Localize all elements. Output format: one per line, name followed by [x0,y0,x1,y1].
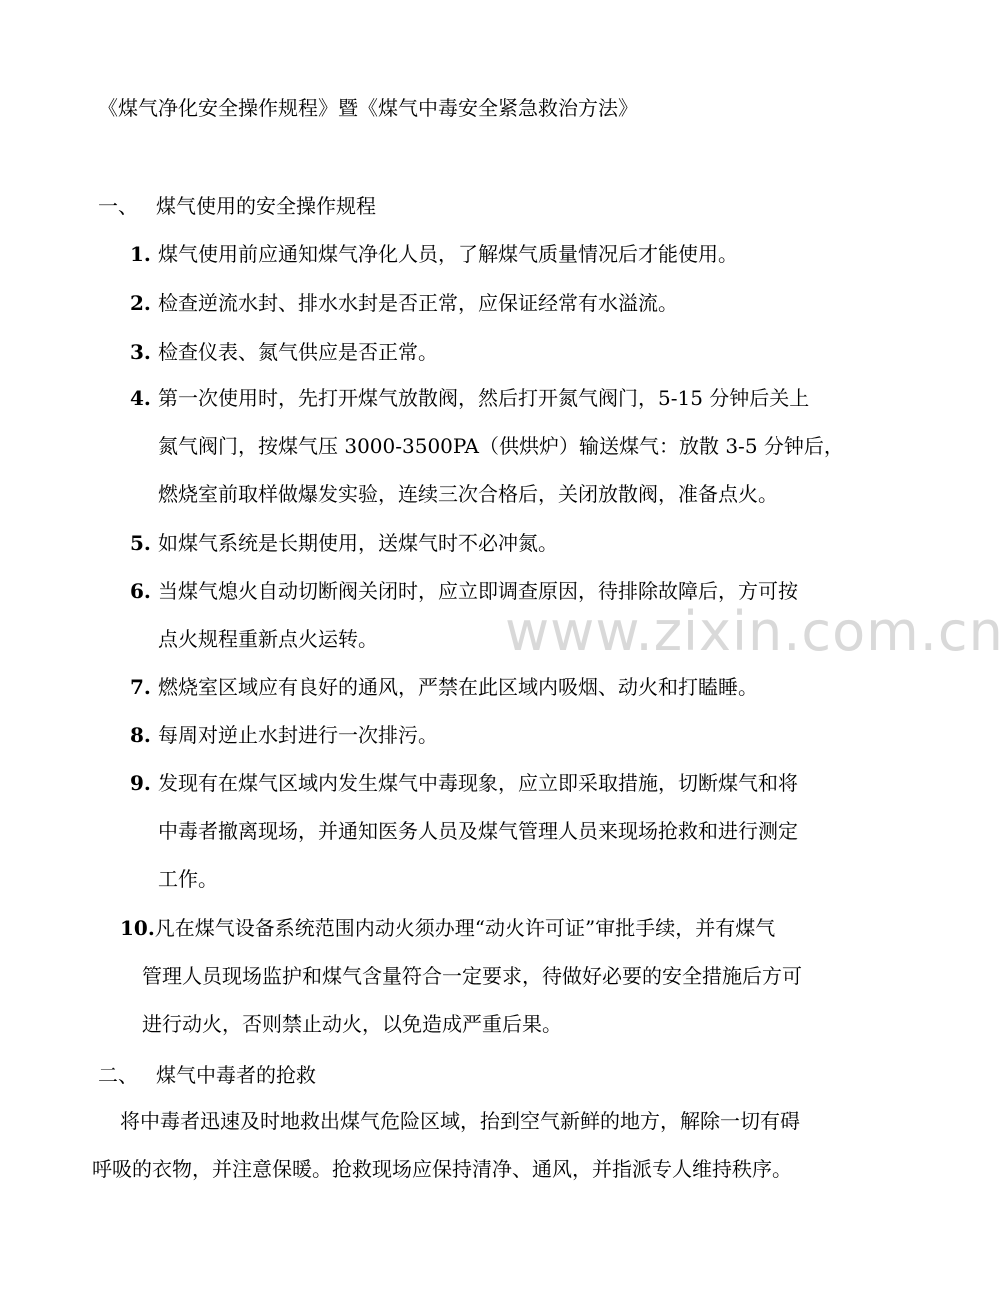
item-text-line: 第一次使用时，先打开煤气放散阀，然后打开氮气阀门，5-15 分钟后关上 [158,386,810,410]
item-text-line: 中毒者撤离现场，并通知医务人员及煤气管理人员来现场抢救和进行测定 [158,819,798,843]
item-number: 8. [130,723,151,747]
item-text-line: 点火规程重新点火运转。 [158,627,378,651]
item-text-line: 燃烧室区域应有良好的通风，严禁在此区域内吸烟、动火和打瞌睡。 [158,675,758,699]
list-item-9 [130,759,855,903]
item-number: 5. [130,531,151,555]
item-text-line: 燃烧室前取样做爆发实验，连续三次合格后，关闭放散阀，准备点火。 [158,482,778,506]
item-text-line: 每周对逆止水封进行一次排污。 [158,723,438,747]
section-2-heading [98,1059,316,1091]
list-item-1 [130,230,855,278]
item-number: 6. [130,579,151,603]
list-item-5 [130,519,855,567]
item-text-line: 凡在煤气设备系统范围内动火须办理“动火许可证”审批手续，并有煤气 [154,916,776,940]
item-text-line: 进行动火，否则禁止动火，以免造成严重后果。 [142,1012,562,1036]
item-number: 4. [130,386,151,410]
list-item-8 [130,711,855,759]
item-text-line: 氮气阀门，按煤气压 3000-3500PA（供烘炉）输送煤气：放散 3-5 分钟后， [158,434,844,458]
watermark-text: www.zixin.com.cn [505,600,1004,663]
item-text-line: 发现有在煤气区域内发生煤气中毒现象，应立即采取措施，切断煤气和将 [158,771,798,795]
list-item-6 [130,567,855,663]
item-text-line: 如煤气系统是长期使用，送煤气时不必冲氮。 [158,531,558,555]
item-text-line: 管理人员现场监护和煤气含量符合一定要求，待做好必要的安全措施后方可 [142,964,802,988]
section-2-paragraph [92,1097,855,1193]
section-2-number: 二、 [98,1063,138,1087]
item-text-line: 煤气使用前应通知煤气净化人员，了解煤气质量情况后才能使用。 [158,242,738,266]
item-text-line: 检查逆流水封、排水水封是否正常，应保证经常有水溢流。 [158,291,678,315]
item-number: 10. [120,916,155,940]
item-number: 9. [130,771,151,795]
item-text-line: 当煤气熄火自动切断阀关闭时，应立即调查原因，待排除故障后，方可按 [158,579,798,603]
section-1-title: 煤气使用的安全操作规程 [156,194,376,218]
list-item-3 [130,328,855,376]
list-item-10 [120,904,855,1048]
paragraph-line: 呼吸的衣物，并注意保暖。抢救现场应保持清净、通风，并指派专人维持秩序。 [92,1157,792,1181]
list-item-7 [130,663,855,711]
section-1-heading [98,190,376,222]
list-item-2 [130,279,855,327]
item-text-line: 工作。 [158,867,218,891]
item-number: 7. [130,675,151,699]
item-number: 2. [130,291,151,315]
section-1-number: 一、 [98,194,138,218]
document-title: 《煤气净化安全操作规程》暨《煤气中毒安全紧急救治方法》 [98,96,638,120]
item-number: 1. [130,242,151,266]
section-2-title: 煤气中毒者的抢救 [156,1063,316,1087]
item-number: 3. [130,340,151,364]
list-item-4 [130,374,855,518]
item-text-line: 检查仪表、氮气供应是否正常。 [158,340,438,364]
paragraph-line: 将中毒者迅速及时地救出煤气危险区域，抬到空气新鲜的地方，解除一切有碍 [120,1109,800,1133]
